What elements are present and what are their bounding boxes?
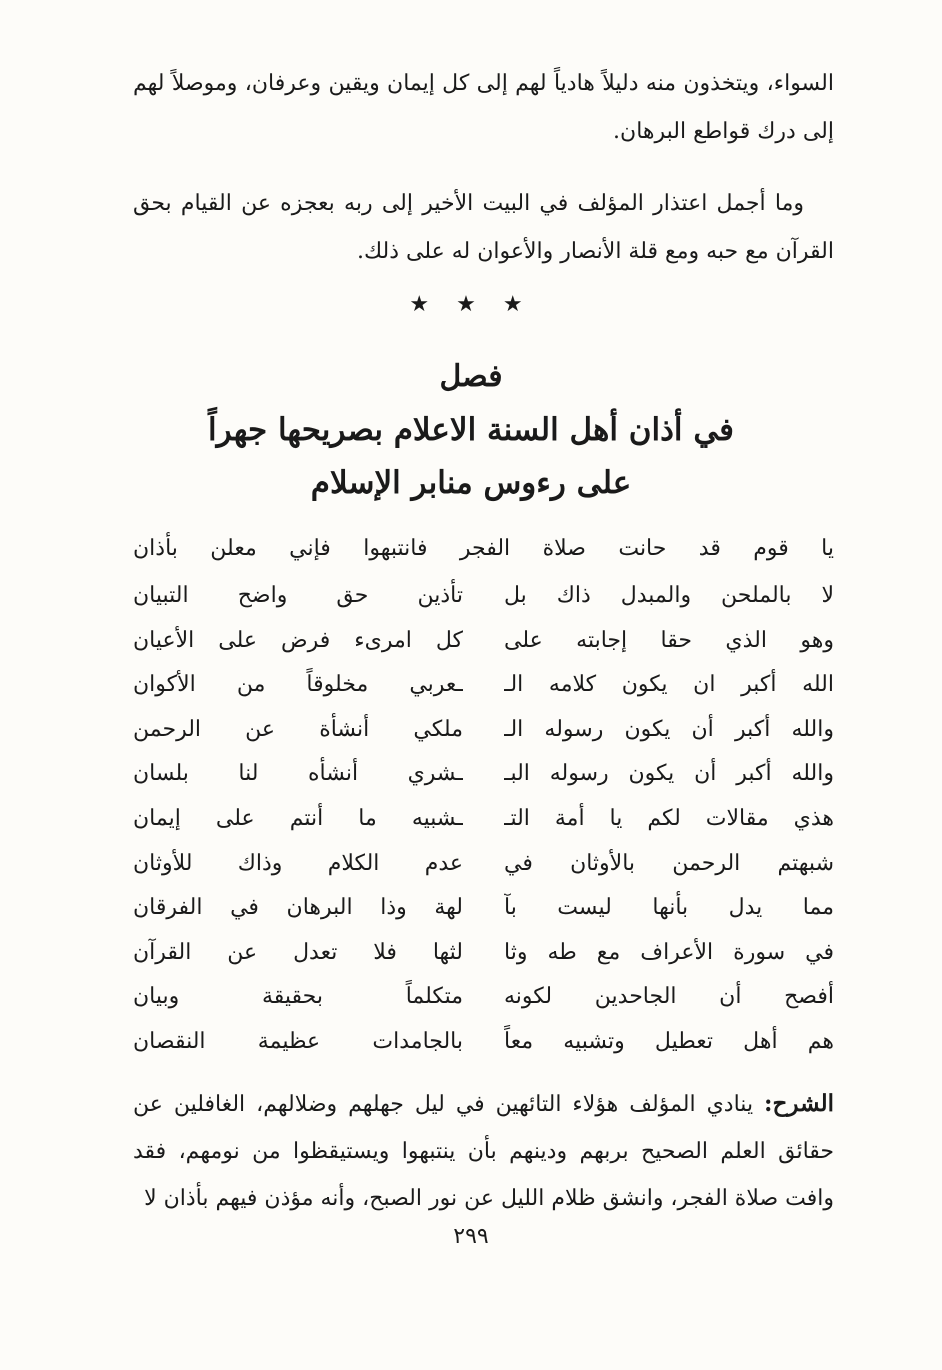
verse-row: [133, 663, 834, 708]
verse-second-hemistich: ـعربي مخلوقاً من الأكوان: [133, 672, 463, 698]
intro-paragraph-2: وما أجمل اعتذار المؤلف في البيت الأخير إلى ربه بعجزه عن القيام بحق القرآن مع حبه ومع قلة الأنصار والأعوان له على ذلك.: [133, 191, 834, 264]
verse-row: [133, 708, 834, 753]
section-label: فصل: [439, 359, 503, 394]
section-separator: ★ ★ ★: [409, 292, 533, 317]
opening-verse: يا قوم قد حانت صلاة الفجر فانتبهوا فإني معلن بأذان: [133, 536, 834, 561]
verse-second-hemistich: ـشبيه ما أنتم على إيمان: [133, 805, 463, 831]
verse-first-hemistich: أفصح أن الجاحدين لكونه: [504, 984, 834, 1010]
commentary-paragraph: [133, 1080, 834, 1222]
verse-second-hemistich: لهة وذا البرهان في الفرقان: [133, 895, 463, 921]
verse-row: [133, 1020, 834, 1065]
verse-second-hemistich: لثها فلا تعدل عن القرآن: [133, 939, 463, 965]
page-number: ٢٩٩: [453, 1224, 489, 1249]
verse-first-hemistich: وهو الذي حقا إجابته على: [504, 627, 834, 653]
verse-row: [133, 886, 834, 931]
verse-second-hemistich: ـشري أنشأه لنا بلسان: [133, 761, 463, 787]
verse-first-hemistich: شبهتم الرحمن بالأوثان في: [504, 850, 834, 876]
verse-second-hemistich: كل امرىء فرض على الأعيان: [133, 627, 463, 653]
verse-first-hemistich: هذي مقالات لكم يا أمة التـ: [504, 805, 834, 831]
verse-row: [133, 975, 834, 1020]
verse-row: [133, 931, 834, 976]
verse-second-hemistich: عدم الكلام وذاك للأوثان: [133, 850, 463, 876]
verse-row: [133, 752, 834, 797]
verse-first-hemistich: والله أكبر أن يكون رسوله الـ: [504, 716, 834, 742]
verse-first-hemistich: والله أكبر أن يكون رسوله البـ: [504, 761, 834, 787]
intro-paragraph-1: السواء، ويتخذون منه دليلاً هادياً لهم إلى كل إيمان ويقين وعرفان، وموصلاً لهم إلى درك قواطع البرهان.: [133, 71, 834, 144]
verse-second-hemistich: ملكي أنشأة عن الرحمن: [133, 716, 463, 742]
verse-second-hemistich: تأذين حق واضح التبيان: [133, 583, 463, 608]
verse-first-hemistich: مما يدل بأنها ليست بآ: [504, 895, 834, 921]
commentary-label: الشرح:: [764, 1090, 834, 1117]
verse-first-hemistich: لا بالملحن والمبدل ذاك بل: [504, 583, 834, 608]
section-title-line-1: في أذان أهل السنة الاعلام بصريحها جهراً: [208, 412, 734, 448]
section-title-line-2: على رءوس منابر الإسلام: [310, 465, 632, 501]
verse-row: [133, 842, 834, 887]
poem-verses: [133, 574, 834, 1065]
verse-first-hemistich: الله أكبر ان يكون كلامه الـ: [504, 672, 834, 698]
verse-second-hemistich: بالجامدات عظيمة النقصان: [133, 1028, 463, 1054]
verse-first-hemistich: في سورة الأعراف مع طه وثا: [504, 939, 834, 965]
verse-second-hemistich: متكلماً بحقيقة وبيان: [133, 984, 463, 1010]
commentary-text: ينادي المؤلف هؤلاء التائهين في ليل جهلهم وضلالهم، الغافلين عن حقائق العلم الصحيح بربهم ودينهم بأن ينتبهوا ويستيقظوا من نومهم، فقد وافت صلاة الفجر، وانشق ظلام الليل عن نور الصبح، وأنه مؤذن فيهم بأذان لا: [133, 1092, 834, 1211]
verse-first-hemistich: هم أهل تعطيل وتشبيه معاً: [504, 1028, 834, 1054]
verse-row: [133, 574, 834, 619]
verse-row: [133, 619, 834, 664]
verse-row: [133, 797, 834, 842]
